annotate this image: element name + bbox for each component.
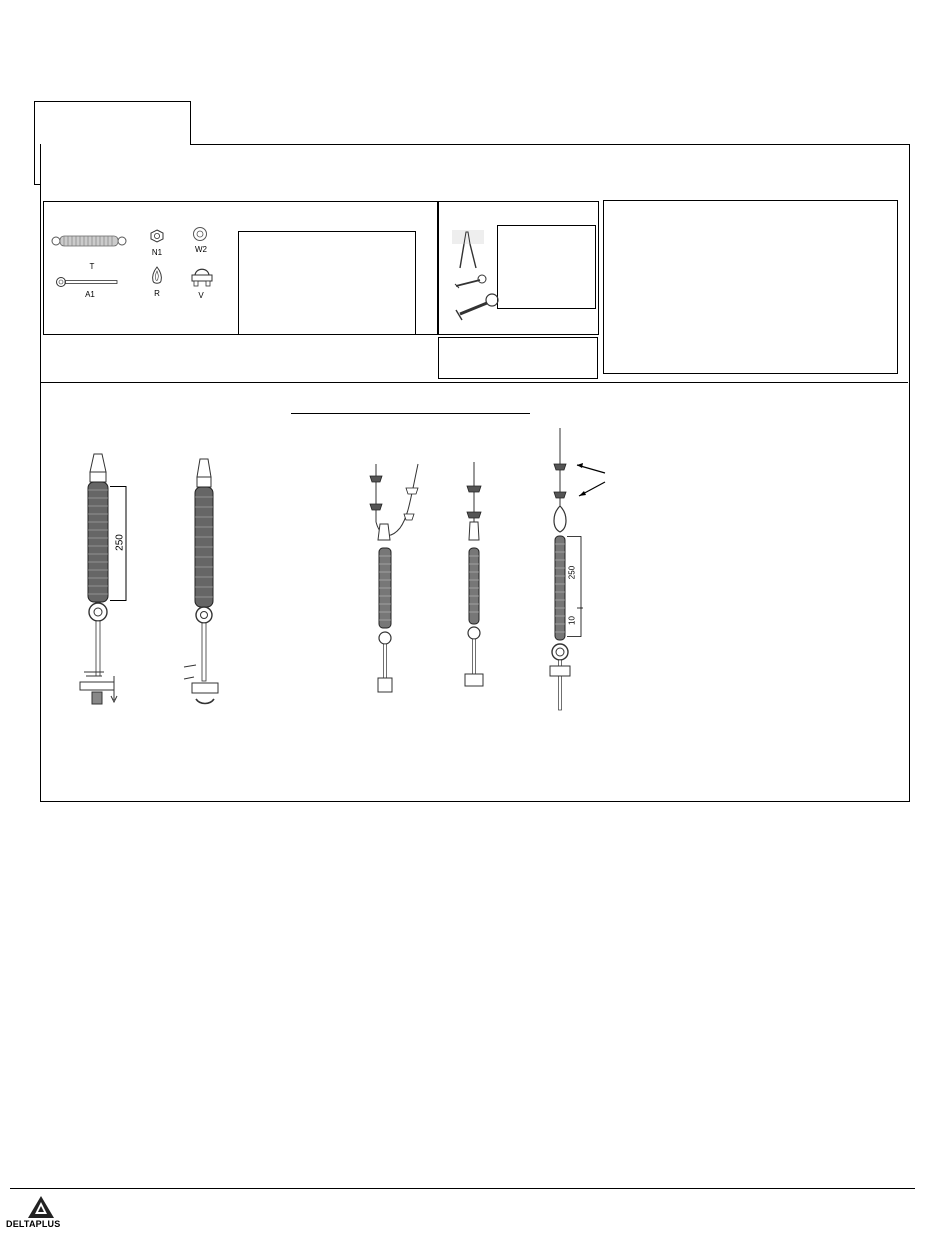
figure-4-installation-drawing <box>455 460 495 702</box>
part-r-thimble-drawing <box>150 266 164 286</box>
figure-3-installation-drawing <box>360 462 430 702</box>
figure-2-tensioner-drawing <box>180 455 230 710</box>
part-a1-eyebolt-drawing <box>55 276 120 288</box>
footer-rule <box>10 1188 915 1189</box>
part-t-spring-drawing <box>50 232 130 252</box>
figure-5-dimension-label: 250 <box>567 565 577 580</box>
large-wrench-icon <box>454 292 500 322</box>
tools-note-box <box>438 337 598 379</box>
tools-text-box <box>497 225 596 309</box>
notes-panel <box>603 200 898 374</box>
section-divider <box>40 382 908 383</box>
figure-1-dimension-label: 250 <box>114 534 126 551</box>
pliers-icon <box>450 228 486 270</box>
brand-logo-text: DELTAPLUS <box>6 1219 61 1229</box>
part-w2-label: W2 <box>195 245 207 254</box>
part-v-clip-drawing <box>190 264 214 288</box>
part-r-label: R <box>154 289 160 298</box>
components-text-box <box>238 231 416 335</box>
part-w2-washer-drawing <box>192 226 208 242</box>
small-wrench-icon <box>454 274 488 290</box>
part-n1-label: N1 <box>151 248 163 257</box>
section-heading-underline <box>291 413 530 414</box>
part-t-label: T <box>89 262 95 271</box>
delta-triangle-icon <box>28 1196 54 1218</box>
main-frame-top-border <box>190 144 910 145</box>
part-n1-nut-drawing <box>150 229 164 243</box>
figure-5-offset-label: 10 <box>567 616 577 625</box>
part-a1-label: A1 <box>85 290 95 299</box>
part-v-label: V <box>198 291 204 300</box>
arrow-icon <box>565 458 610 498</box>
